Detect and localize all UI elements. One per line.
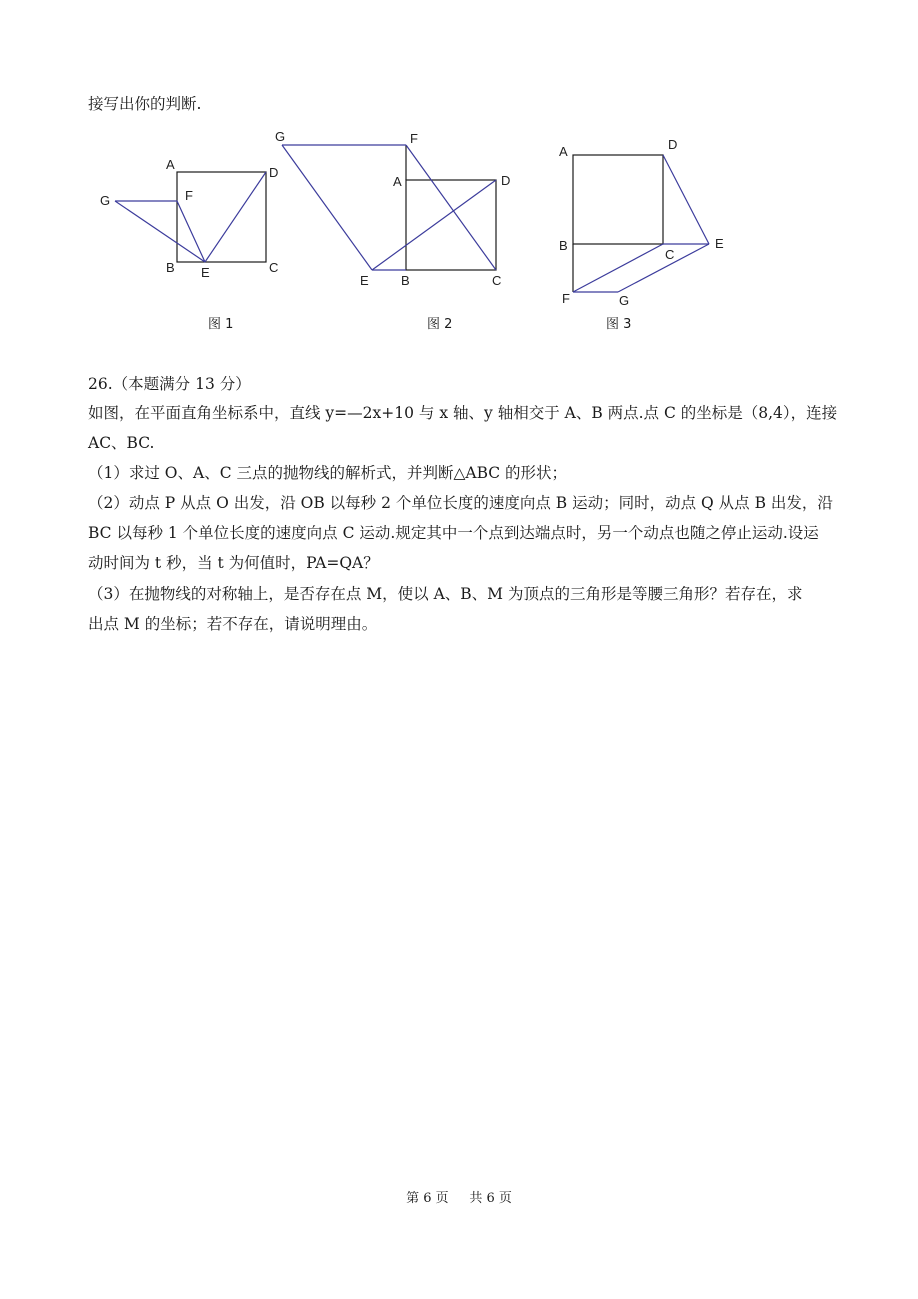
problem-line-4: （2）动点 P 从点 O 出发，沿 OB 以每秒 2 个单位长度的速度向点 B 运动；同时，动点 Q 从点 B 出发，沿: [88, 494, 833, 512]
figure-2: [270, 125, 510, 295]
square-abcd: [573, 155, 663, 244]
label-e: E: [360, 273, 369, 288]
label-c: C: [269, 260, 279, 275]
square-abcd: [177, 172, 266, 262]
label-d: D: [501, 173, 511, 188]
figure-1-caption: 图 1: [208, 317, 234, 332]
label-f: F: [562, 291, 570, 306]
figure-2-caption: 图 2: [427, 317, 453, 332]
page-footer: 第 6 页 共 6 页: [406, 1191, 512, 1206]
segment-f-c: [573, 244, 663, 292]
figure-1-diagram: [95, 125, 295, 285]
problem-line-5: BC 以每秒 1 个单位长度的速度向点 C 运动.规定其中一个点到达端点时，另一个动点也随之停止运动.设运: [88, 524, 819, 542]
figure-3-diagram: [555, 125, 745, 308]
intro-line: 接写出你的判断.: [88, 95, 202, 113]
label-b: B: [401, 273, 410, 288]
label-b: B: [166, 260, 175, 275]
label-a: A: [166, 157, 175, 172]
problem-line-6: 动时间为 t 秒，当 t 为何值时，PA=QA？: [88, 554, 379, 572]
segment-d-e: [663, 155, 709, 244]
segment-g-e: [282, 145, 372, 270]
problem-line-2: AC、BC.: [88, 434, 155, 452]
label-e: E: [715, 236, 724, 251]
segment-e-d: [205, 172, 266, 262]
label-b: B: [559, 238, 568, 253]
label-c: C: [665, 247, 675, 262]
label-d: D: [668, 137, 678, 152]
label-a: A: [393, 174, 402, 189]
segment-f-c: [406, 145, 496, 270]
figure-2-diagram: [270, 125, 510, 295]
segment-g-e: [618, 244, 709, 292]
label-f: F: [410, 131, 418, 146]
problem-line-3: （1）求过 O、A、C 三点的抛物线的解析式，并判断△ABC 的形状；: [88, 464, 568, 482]
figure-1: [95, 125, 295, 285]
label-d: D: [269, 165, 279, 180]
label-e: E: [201, 265, 210, 280]
figure-3: [555, 125, 745, 308]
label-a: A: [559, 144, 568, 159]
problem-line-7: （3）在抛物线的对称轴上，是否存在点 M，使以 A、B、M 为顶点的三角形是等腰三角形？若存在，求: [88, 585, 803, 603]
figure-3-caption: 图 3: [606, 317, 632, 332]
label-g: G: [100, 193, 111, 208]
label-g: G: [275, 129, 286, 144]
problem-line-8: 出点 M 的坐标；若不存在，请说明理由。: [88, 615, 378, 633]
segment-e-d: [372, 180, 496, 270]
problem-line-1: 如图，在平面直角坐标系中，直线 y=—2x+10 与 x 轴、y 轴相交于 A、B 两点.点 C 的坐标是（8,4），连接: [88, 404, 838, 422]
square-abcd: [406, 180, 496, 270]
problem-heading: 26.（本题满分 13 分）: [88, 375, 251, 393]
label-g: G: [619, 293, 630, 308]
label-c: C: [492, 273, 502, 288]
label-f: F: [185, 188, 193, 203]
